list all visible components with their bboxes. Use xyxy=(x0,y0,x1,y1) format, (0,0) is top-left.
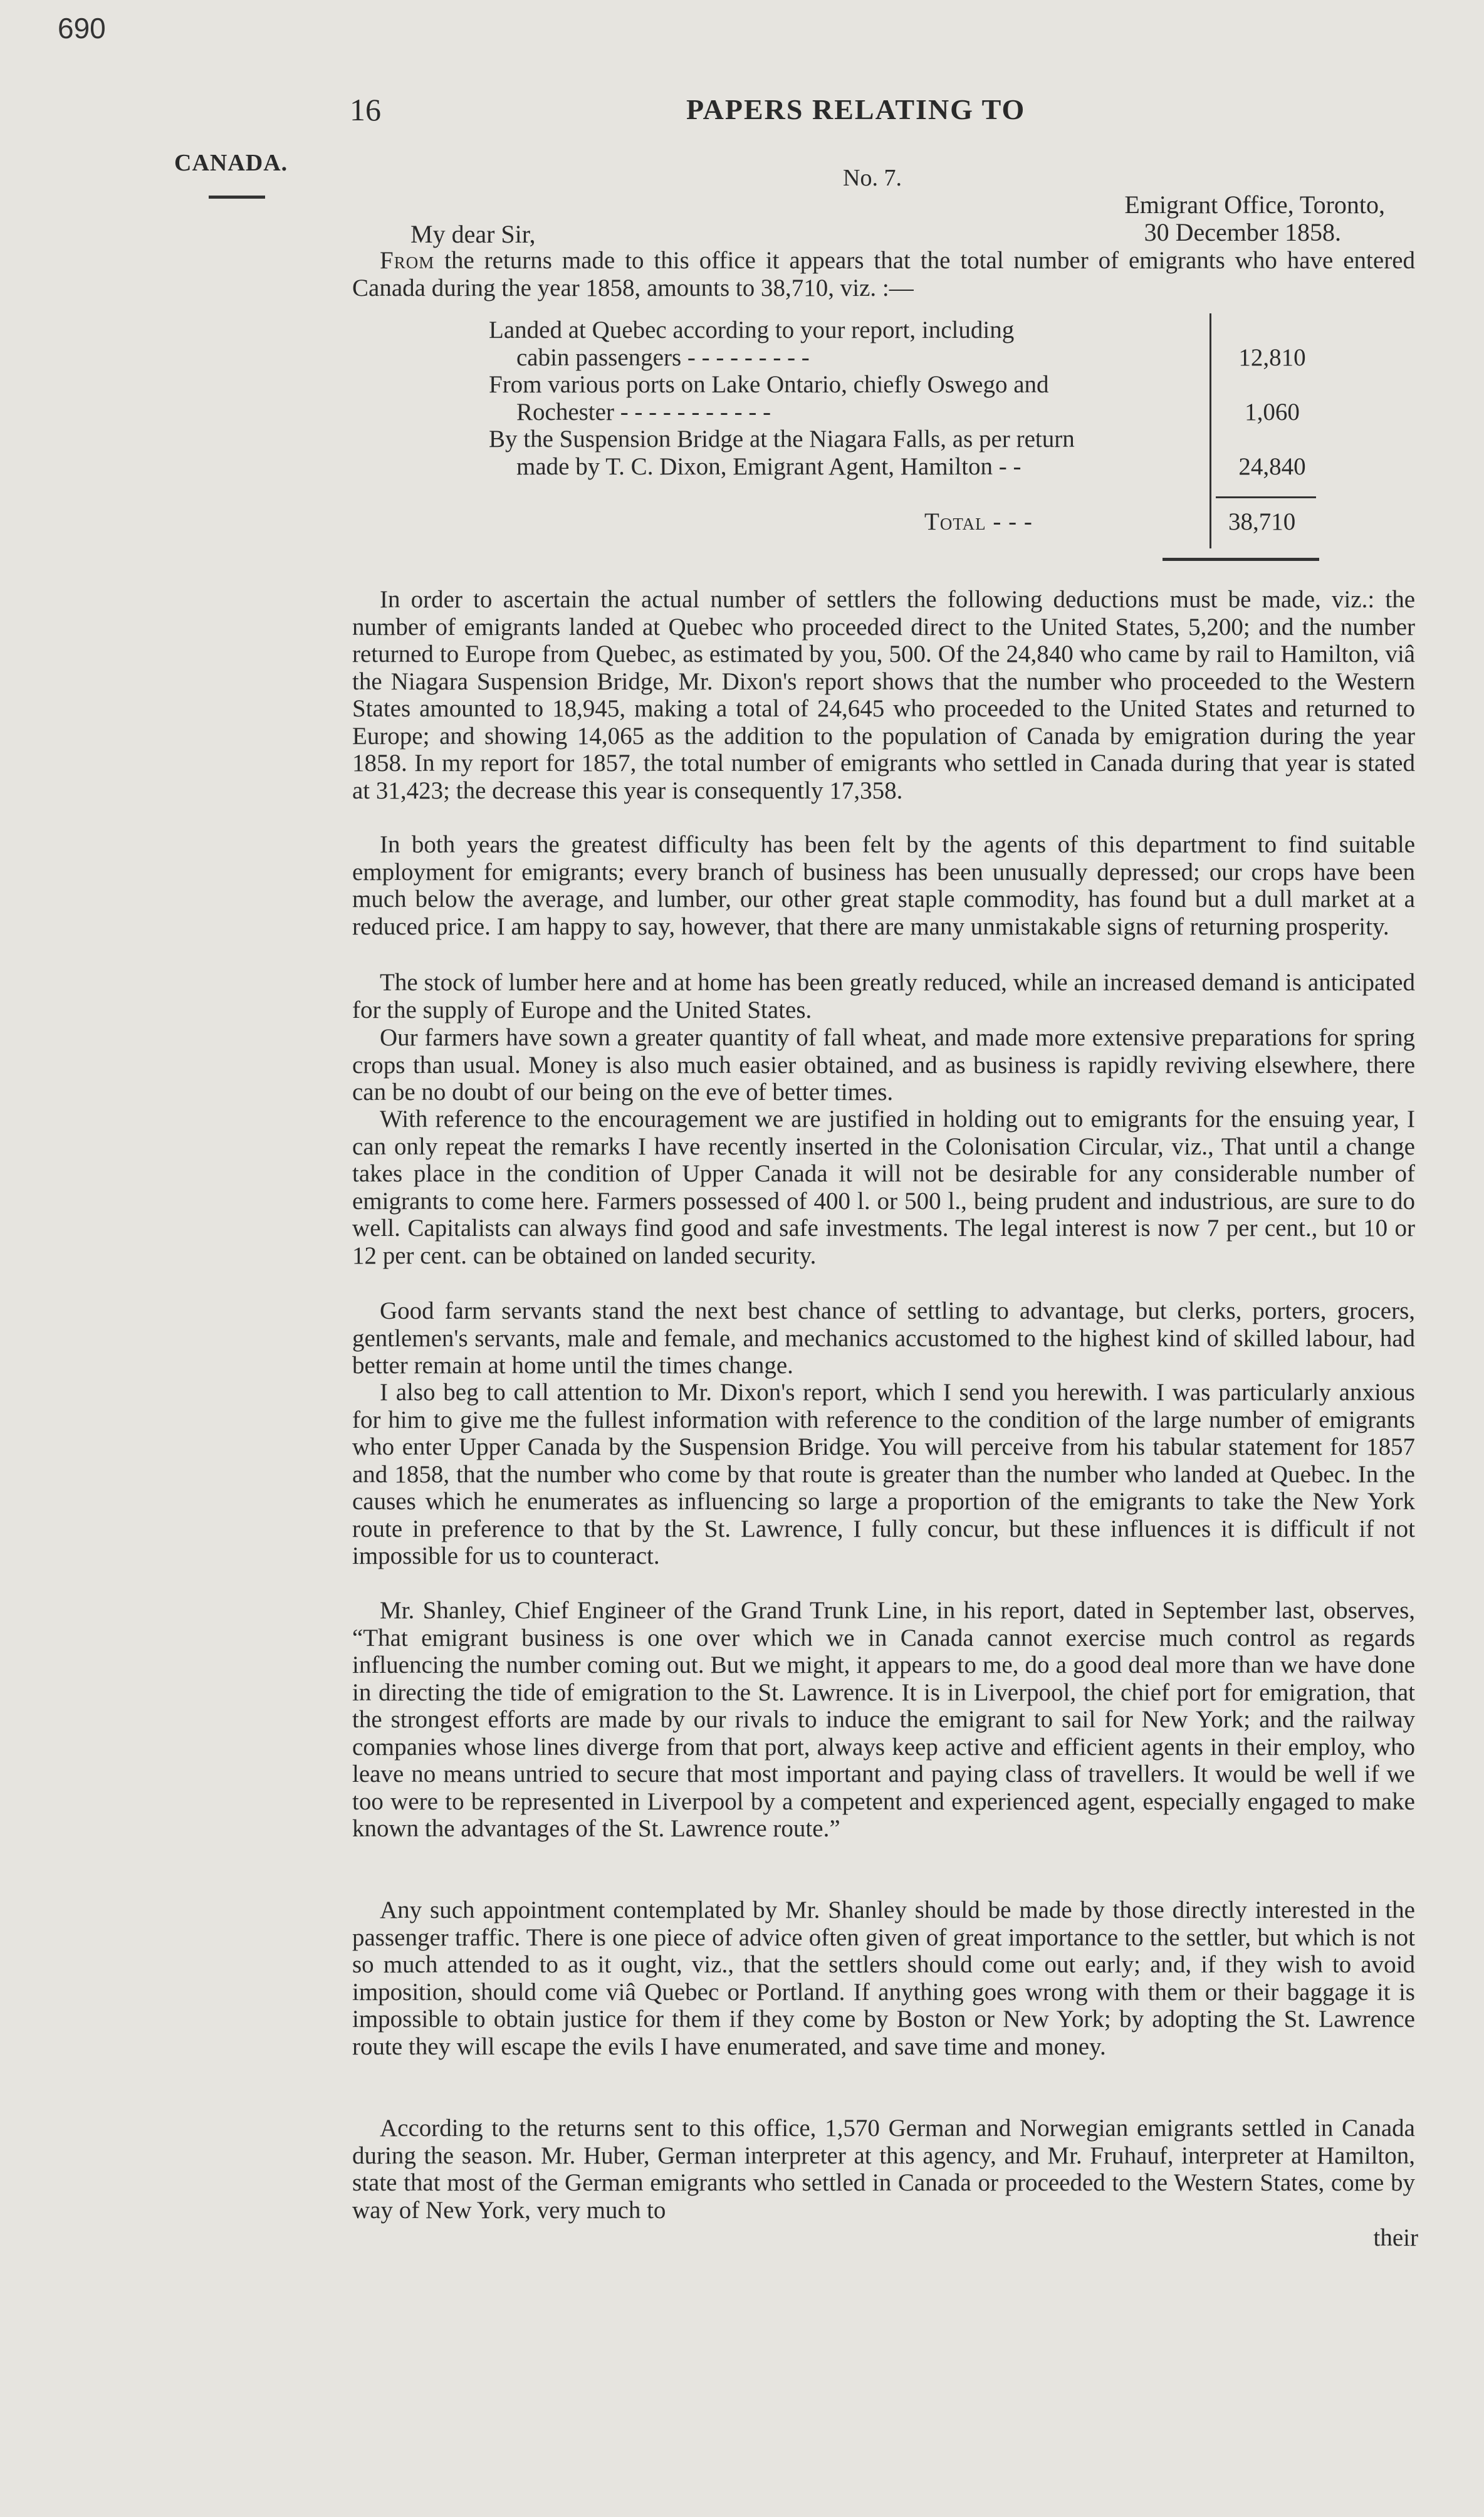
document-number: No. 7. xyxy=(843,165,902,191)
body-paragraph-2: In both years the greatest difficulty has been felt by the agents of this department to find suitable employment for emigrants; every branch of business has been unusually depressed; our crops have been much below the average, and lumber, our other great staple commodity, has found but a dull market at a reduced price. I am happy to say, however, that there are many unmistakable signs of returning prosperity. xyxy=(352,831,1415,940)
margin-label: CANADA. xyxy=(174,150,288,176)
dateline-date: 30 December 1858. xyxy=(1144,218,1341,246)
table-row-desc-cont: cabin passengers - - - - - - - - - xyxy=(516,343,810,371)
table-total-label: Total - - - xyxy=(924,508,1033,535)
table-row-desc-cont: made by T. C. Dixon, Emigrant Agent, Hamilton - - xyxy=(516,453,1022,480)
table-row-desc: From various ports on Lake Ontario, chiefly Oswego and xyxy=(489,371,1049,398)
body-paragraph-6: Good farm servants stand the next best chance of settling to advantage, but clerks, porters, grocers, gentlemen's servants, male and female, and mechanics accustomed to the highest kind of skilled labour, had better remain at home until the times change. xyxy=(352,1297,1415,1379)
table-total-value: 38,710 xyxy=(1228,508,1296,535)
page-number: 16 xyxy=(350,92,381,127)
table-bottom-rule xyxy=(1163,558,1319,561)
table-row xyxy=(489,371,1322,426)
table-row-desc-cont: Rochester - - - - - - - - - - - xyxy=(516,398,771,426)
body-paragraph-5: With reference to the encouragement we are justified in holding out to emigrants for the ensuing year, I can only repeat the remarks I have recently inserted in the Colonisation Circular, viz., That until a change takes place in the condition of Upper Canada it will not be desirable for any considerable number of emigrants to come here. Farmers possessed of 400 l. or 500 l., being prudent and industrious, are sure to do well. Capitalists can always find good and safe investments. The legal interest is now 7 per cent., but 10 or 12 per cent. can be obtained on landed security. xyxy=(352,1106,1415,1269)
margin-rule xyxy=(209,196,265,199)
body-paragraph-4: Our farmers have sown a greater quantity of fall wheat, and made more extensive preparations for spring crops than usual. Money is also much easier obtained, and as business is rapidly reviving elsewhere, there can be no doubt of our being on the eve of better times. xyxy=(352,1024,1415,1106)
dateline xyxy=(1124,191,1385,246)
table-row-value: 12,810 xyxy=(1238,343,1306,371)
body-paragraph-10: According to the returns sent to this office, 1,570 German and Norwegian emigrants settled in Canada during the season. Mr. Huber, German interpreter at this agency, and Mr. Fruhauf, interpreter at Hamilton, state that most of the German emigrants who settled in Canada or proceeded to the Western States, come by way of New York, very much to xyxy=(352,2115,1415,2224)
body-paragraph-1: In order to ascertain the actual number of settlers the following deductions must be made, viz.: the number of emigrants landed at Quebec who proceeded direct to the United States, 5,200; and the number returned to Europe from Quebec, as estimated by you, 500. Of the 24,840 who came by rail to Hamilton, viâ the Niagara Suspension Bridge, Mr. Dixon's report shows that the number who proceeded to the Western States amounted to 18,945, making a total of 24,645 who proceeded to the United States and returned to Europe; and showing 14,065 as the addition to the population of Canada by emigration during the year 1858. In my report for 1857, the total number of emigrants who settled in Canada during that year is stated at 31,423; the decrease this year is consequently 17,358. xyxy=(352,586,1415,804)
body-paragraph-9: Any such appointment contemplated by Mr. Shanley should be made by those directly interested in the passenger traffic. There is one piece of advice often given of great importance to the settler, but which is not so much attended to as it ought, viz., that the settlers should come out early; and, if they wish to avoid imposition, should come viâ Quebec or Portland. If anything goes wrong with them or their baggage it is impossible to obtain justice for them if they come by Boston or New York; by adopting the St. Lawrence route they will escape the evils I have enumerated, and save time and money. xyxy=(352,1897,1415,2060)
intro-first-word: From xyxy=(380,247,435,274)
catchword: their xyxy=(1373,2224,1418,2251)
table-row-value: 24,840 xyxy=(1238,453,1306,480)
table-row xyxy=(489,426,1322,480)
table-row xyxy=(489,317,1322,371)
body-paragraph-8: Mr. Shanley, Chief Engineer of the Grand Trunk Line, in his report, dated in September last, observes, “That emigrant business is one over which we in Canada cannot exercise much control as regards influencing the number coming out. But we might, it appears to me, do a good deal more than we have done in directing the tide of emigration to the St. Lawrence. It is in Liverpool, the chief port for emigration, that the strongest efforts are made by our rivals to induce the emigrant to sail for New York; and the railway companies whose lines diverge from that port, always keep active and efficient agents in their employ, who leave no means untried to secure that most important and paying class of travellers. It would be well if we too were to be represented in Liverpool by a competent and experienced agent, especially engaged to make known the advantages of the St. Lawrence route.” xyxy=(352,1597,1415,1842)
table-vertical-rule xyxy=(1210,313,1211,548)
table-row-desc: Landed at Quebec according to your report, including xyxy=(489,317,1015,343)
dateline-place: Emigrant Office, Toronto, xyxy=(1124,191,1385,219)
salutation: My dear Sir, xyxy=(410,220,536,248)
body-paragraph-3: The stock of lumber here and at home has been greatly reduced, while an increased demand is anticipated for the supply of Europe and the United States. xyxy=(352,969,1415,1023)
intro-text: the returns made to this office it appears that the total number of emigrants who have entered Canada during the year 1858, amounts to 38,710, viz. :— xyxy=(352,247,1416,301)
folio-number: 690 xyxy=(58,12,106,44)
emigrant-table xyxy=(489,317,1322,480)
table-row-desc: By the Suspension Bridge at the Niagara Falls, as per return xyxy=(489,426,1075,453)
intro-paragraph xyxy=(352,247,1415,301)
body-paragraph-7: I also beg to call attention to Mr. Dixon's report, which I send you herewith. I was particularly anxious for him to give me the fullest information with reference to the condition of the large number of emigrants who enter Upper Canada by the Suspension Bridge. You will perceive from his tabular statement for 1857 and 1858, that the number who come by that route is greater than the number who landed at Quebec. In the causes which he enumerates as influencing so large a proportion of the emigrants to take the New York route in preference to that by the St. Lawrence, I fully concur, but these influences it is difficult if not impossible for us to counteract. xyxy=(352,1379,1415,1569)
running-head: PAPERS RELATING TO xyxy=(686,93,1026,125)
table-row-value: 1,060 xyxy=(1245,398,1300,426)
table-sum-rule xyxy=(1216,496,1316,498)
